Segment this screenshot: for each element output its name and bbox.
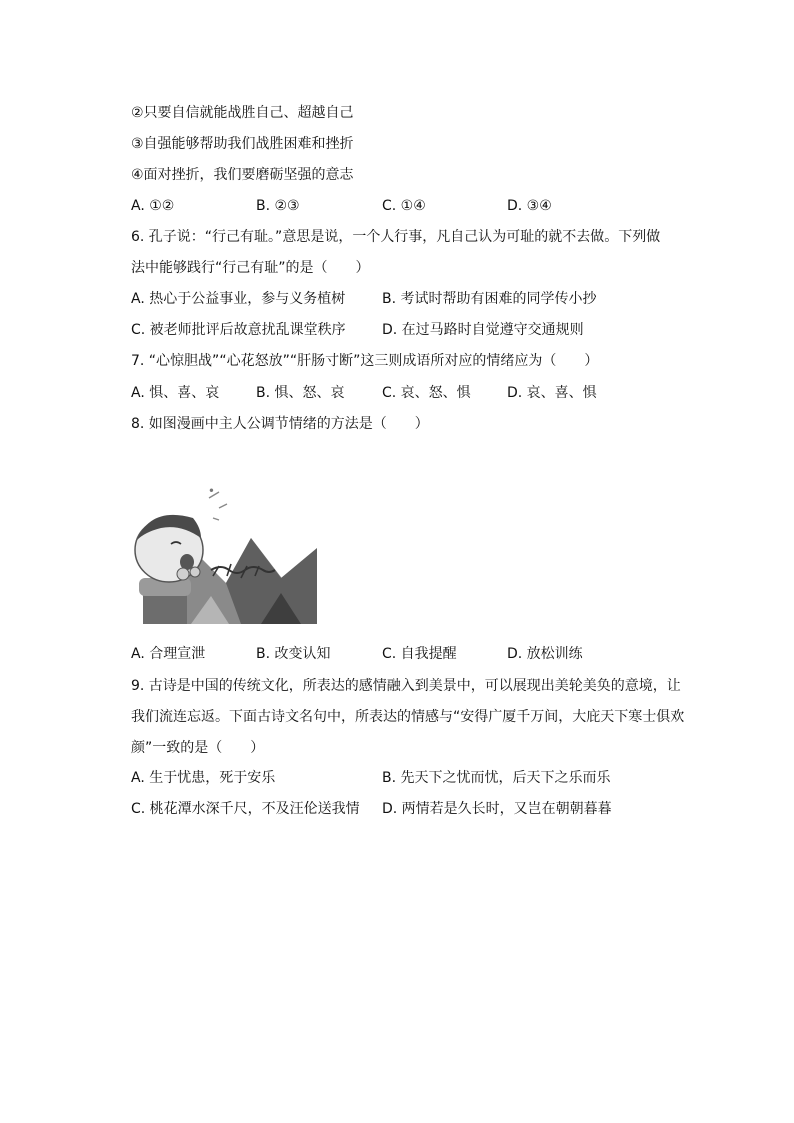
q9-stem-line2: 我们流连忘返。下面古诗文名句中，所表达的情感与“安得广厦千万间，大庇天下寒士俱欢 [131,709,685,725]
svg-text:ꔷ: ꔷ [209,486,214,497]
q7-stem: 7. “心惊胆战”“心花怒放”“肝肠寸断”这三则成语所对应的情绪应为（ ） [131,353,599,369]
statement-2: ②只要自信就能战胜自己、超越自己 [131,105,354,121]
q5-option-d: D. ③④ [507,198,552,214]
q7-option-a: A. 惧、喜、哀 [131,385,220,401]
q6-option-b: B. 考试时帮助有困难的同学传小抄 [382,291,597,307]
q9-stem-line1: 9. 古诗是中国的传统文化，所表达的感情融入到美景中，可以展现出美轮美奂的意境，让 [131,678,681,694]
q5-option-a: A. ①② [131,198,175,214]
q9-stem-line3: 颜”一致的是（ ） [131,740,265,756]
q8-option-d: D. 放松训练 [507,646,583,662]
q7-option-c: C. 哀、怒、惧 [382,385,471,401]
q8-option-b: B. 改变认知 [256,646,331,662]
q8-option-c: C. 自我提醒 [382,646,457,662]
q5-option-b: B. ②③ [256,198,300,214]
q9-option-b: B. 先天下之忧而忧，后天下之乐而乐 [382,770,611,786]
q6-option-c: C. 被老师批评后故意扰乱课堂秩序 [131,322,346,338]
cartoon-image [131,478,317,624]
q6-option-a: A. 热心于公益事业，参与义务植树 [131,291,346,307]
q6-option-d: D. 在过马路时自觉遵守交通规则 [382,322,584,338]
q6-stem-line1: 6. 孔子说：“行己有耻。”意思是说，一个人行事，凡自己认为可耻的就不去做。下列做 [131,229,661,245]
q9-option-a: A. 生于忧患，死于安乐 [131,770,276,786]
q6-stem-line2: 法中能够践行“行己有耻”的是（ ） [131,260,370,276]
q5-option-c: C. ①④ [382,198,426,214]
q7-option-d: D. 哀、喜、惧 [507,385,597,401]
statement-4: ④面对挫折，我们要磨砺坚强的意志 [131,167,354,183]
q8-option-a: A. 合理宣泄 [131,646,206,662]
q9-option-c: C. 桃花潭水深千尺，不及汪伦送我情 [131,801,360,817]
q8-stem: 8. 如图漫画中主人公调节情绪的方法是（ ） [131,416,429,432]
q7-option-b: B. 惧、怒、哀 [256,385,345,401]
q9-option-d: D. 两情若是久长时，又岂在朝朝暮暮 [382,801,612,817]
statement-3: ③自强能够帮助我们战胜困难和挫折 [131,136,354,152]
